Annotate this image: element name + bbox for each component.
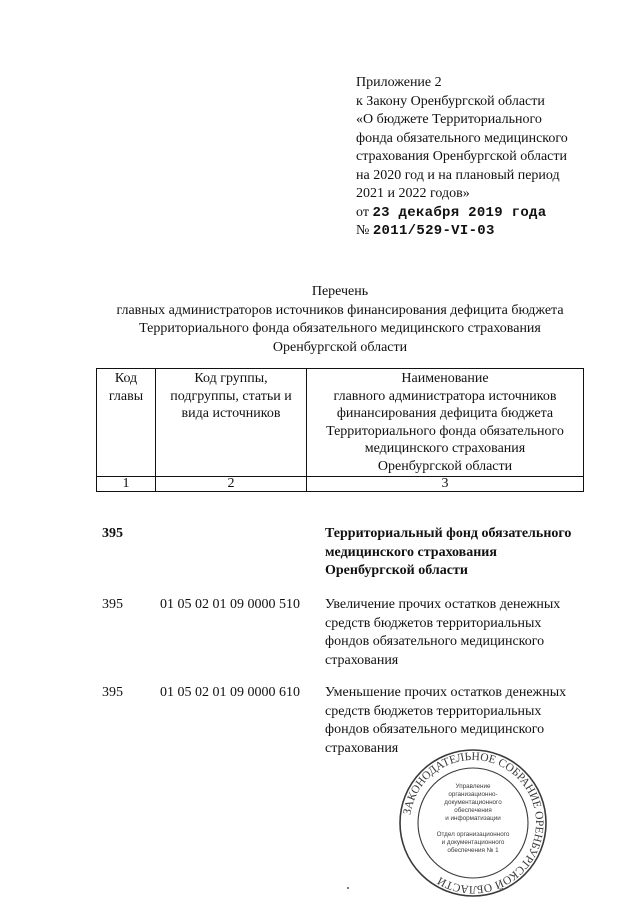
- appendix-line: «О бюджете Территориального: [356, 112, 542, 127]
- svg-text:и информатизации: и информатизации: [445, 815, 501, 822]
- column-number: 3: [307, 477, 584, 492]
- law-date: [356, 204, 626, 223]
- column-number-row: [97, 477, 584, 492]
- header-source-code: Код группы, подгруппы, статьи и вида источников: [156, 369, 307, 477]
- svg-text:обеспечения: обеспечения: [454, 807, 492, 814]
- law-number: [356, 222, 626, 241]
- appendix-line: страхования Оренбургской области: [356, 149, 567, 164]
- header-row: [97, 369, 584, 477]
- appendix-line: на 2020 год и на плановый период: [356, 167, 560, 183]
- svg-text:организационно-: организационно-: [448, 791, 498, 798]
- appendix-block: [356, 74, 626, 241]
- official-stamp: [398, 748, 548, 898]
- document-title: [60, 283, 620, 357]
- source-code: 01 05 02 01 09 0000 610: [160, 685, 300, 700]
- title-line: Территориального фонда обязательного медицинского страхования: [139, 321, 541, 336]
- column-number: 2: [156, 477, 307, 492]
- appendix-line: 2021 и 2022 годов»: [356, 186, 470, 201]
- svg-text:и документационного: и документационного: [441, 839, 505, 846]
- svg-text:Отдел организационного: Отдел организационного: [436, 831, 510, 838]
- stamp-outer-ring: [400, 750, 546, 896]
- table-header: [96, 368, 584, 492]
- number-prefix: №: [356, 223, 373, 238]
- header-chapter-code: Код главы: [97, 369, 156, 477]
- appendix-line: к Закону Оренбургской области: [356, 93, 545, 109]
- title-line: главных администраторов источников финансирования дефицита бюджета: [116, 302, 564, 318]
- header-administrator-name: Наименование главного администратора источников финансирования дефицита бюджета Территориального фонда обязательного медицинского страхования Оренбургской области: [307, 369, 584, 477]
- date-prefix: от: [356, 204, 373, 220]
- chapter-code: 395: [102, 526, 123, 541]
- stamp-ring-text: ЗАКОНОДАТЕЛЬНОЕ СОБРАНИЕ ОРЕНБУРГСКОЙ ОБЛАСТИ: [401, 750, 546, 896]
- chapter-code: 395: [102, 597, 123, 612]
- source-name: Уменьшение прочих остатков денежных средств бюджетов территориальных фондов обязательного медицинского страхования: [325, 685, 567, 756]
- source-name: Увеличение прочих остатков денежных средств бюджетов территориальных фондов обязательного медицинского страхования: [325, 597, 561, 668]
- stamp-inner-text: [437, 783, 510, 854]
- svg-text:обеспечения № 1: обеспечения № 1: [447, 847, 499, 854]
- administrator-name: Территориальный фонд обязательного медицинского страхования Оренбургской области: [325, 526, 572, 578]
- svg-text:документационного: документационного: [444, 799, 502, 806]
- appendix-line: фонда обязательного медицинского: [356, 130, 568, 146]
- appendix-line: Приложение 2: [356, 75, 442, 90]
- source-code: 01 05 02 01 09 0000 510: [160, 597, 300, 612]
- chapter-code: 395: [102, 685, 123, 700]
- svg-text:Управление: Управление: [455, 783, 491, 790]
- number-typed: 2011/529-VI-03: [372, 223, 495, 239]
- column-number: 1: [97, 477, 156, 492]
- scan-speck: [347, 887, 349, 889]
- title-line: Оренбургской области: [272, 339, 408, 355]
- date-typed: 23 декабря 2019 года: [372, 204, 547, 221]
- title-line: Перечень: [311, 284, 369, 299]
